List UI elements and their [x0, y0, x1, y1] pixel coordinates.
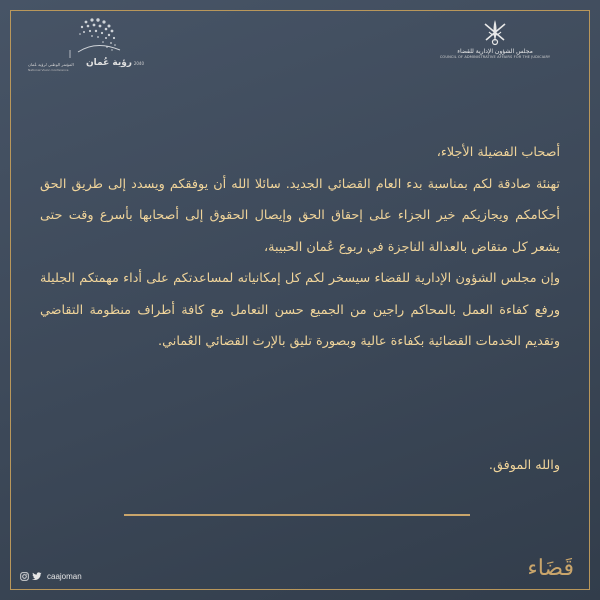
conference-name-arabic: المؤتمر الوطني لرؤية عُمان: [28, 62, 74, 67]
vision-sphere-icon: [24, 14, 144, 58]
brand-wordmark: قَضَاء: [527, 556, 574, 581]
signature-divider: [124, 514, 470, 516]
council-logo: [420, 18, 570, 59]
vision-logo: [24, 14, 144, 76]
paragraph-council-support: وإن مجلس الشؤون الإدارية للقضاء سيسخر لكم كل إمكانياته لمساعدتكم على أداء مهمتكم الجليلة ورفع كفاءة العمل بالمحاكم راجين من الجميع حسن التعامل مع كافة أطراف منظومة التقاضي وتقديم الخدمات القضائية بكفاءة عالية وبصورة تليق بالإرث القضائي العُماني.: [40, 271, 560, 349]
instagram-icon[interactable]: [20, 572, 29, 581]
conference-name-english: National Vision Conference: [28, 68, 69, 72]
salutation: أصحاب الفضيلة الأجلاء،: [436, 145, 560, 160]
vision-name: رؤية عُمان: [86, 58, 132, 68]
khanjar-emblem-icon: [482, 18, 508, 46]
council-name-english: COUNCIL OF ADMINISTRATIVE AFFAIRS FOR THE JUDICIARY: [439, 55, 551, 59]
social-handle[interactable]: caajoman: [47, 572, 82, 581]
closing-phrase: والله الموفق.: [488, 458, 560, 473]
paragraph-congratulations: تهنئة صادقة لكم بمناسبة بدء العام القضائي الجديد. سائلا الله أن يوفقكم ويسدد إلى طريق الحق أحكامكم ويجازيكم خير الجزاء على إحقاق الحق وإيصال الحقوق إلى أصحابها بأسرع وقت حتى يشعر كل متقاض بالعدالة الناجزة في ربوع عُمان الحبيبة،: [40, 176, 560, 255]
social-links: [20, 572, 82, 581]
vision-year: 2040: [133, 61, 144, 66]
council-name-arabic: مجلس الشؤون الإدارية للقضاء: [457, 48, 533, 55]
twitter-icon[interactable]: [32, 572, 42, 581]
letter-body: [40, 137, 560, 358]
